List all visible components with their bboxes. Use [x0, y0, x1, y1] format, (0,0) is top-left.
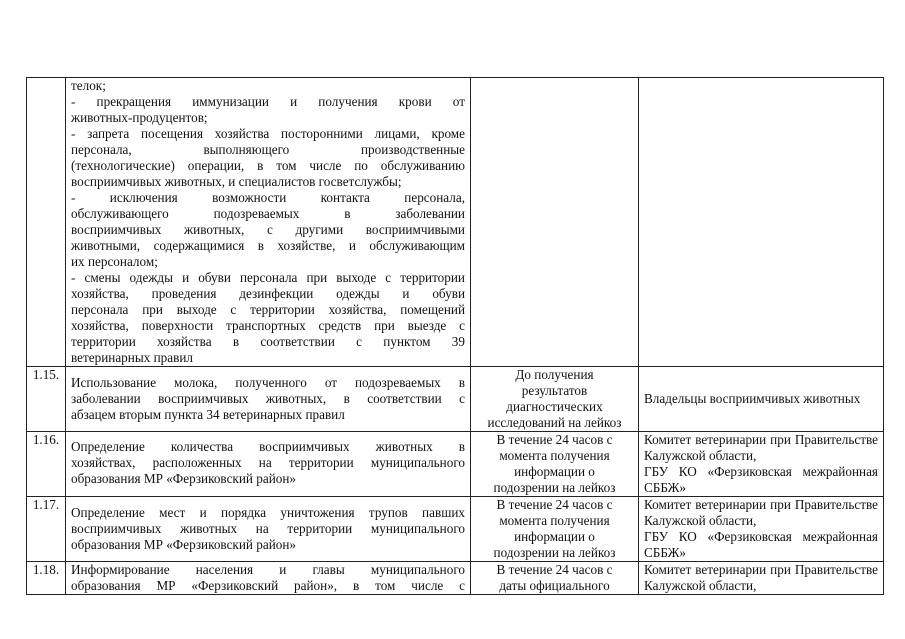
- deadline-line: момента получения: [499, 448, 610, 463]
- row-number: 1.18.: [27, 562, 66, 595]
- row-number: [27, 78, 66, 367]
- description-line: ветеринарных правил: [71, 350, 193, 365]
- description-line: - прекращения иммунизации и получения крови от: [71, 94, 465, 109]
- deadline-line: момента получения: [499, 513, 610, 528]
- description-line: образования МР «Ферзиковский район», в том числе с: [71, 578, 465, 593]
- responsible-cell: [639, 78, 884, 367]
- description-line: их персоналом;: [71, 254, 158, 269]
- deadline-cell: [471, 78, 639, 367]
- description-line: хозяйствах, расположенных на территории муниципального: [71, 455, 465, 470]
- deadline-cell: [471, 497, 639, 562]
- deadline-line: результатов: [521, 383, 588, 398]
- row-number: 1.17.: [27, 497, 66, 562]
- description-line: образования МР «Ферзиковский район»: [71, 471, 297, 486]
- deadline-line: До получения: [515, 367, 594, 382]
- description-line: Использование молока, полученного от подозреваемых в: [71, 375, 465, 390]
- description-line: персонала, выполняющего производственные: [71, 142, 465, 157]
- description-line: персонала при выходе с территории хозяйства, помещений: [71, 302, 465, 317]
- deadline-line: исследований на лейкоз: [487, 415, 622, 430]
- measure-description: [66, 367, 471, 432]
- measure-description: [66, 78, 471, 367]
- description-line: - исключения возможности контакта персонала,: [71, 190, 465, 205]
- responsible-line: ГБУ КО «Ферзиковская межрайонная: [644, 464, 878, 479]
- deadline-cell: [471, 367, 639, 432]
- table-row: [27, 367, 884, 432]
- responsible-line: Комитет ветеринарии при Правительстве: [644, 562, 878, 577]
- description-line: животных-продуцентов;: [71, 110, 208, 125]
- description-line: восприимчивых животных на территории муниципального: [71, 521, 465, 536]
- description-line: хозяйства, проведения дезинфекции одежды и обуви: [71, 286, 465, 301]
- deadline-line: подозрении на лейкоз: [493, 480, 616, 495]
- measure-description: [66, 497, 471, 562]
- table-row: [27, 497, 884, 562]
- table-row: [27, 432, 884, 497]
- description-line: хозяйства, поверхности транспортных средств при выезде с: [71, 318, 465, 333]
- description-line: заболевании восприимчивых животных, в соответствии с: [71, 391, 465, 406]
- description-line: животными, содержащимися в хозяйстве, и обслуживающим: [71, 238, 465, 253]
- deadline-line: подозрении на лейкоз: [493, 545, 616, 560]
- table-row: [27, 562, 884, 595]
- description-line: (технологические) операции, в том числе по обслуживанию: [71, 158, 465, 173]
- measure-description: [66, 562, 471, 595]
- description-line: - смены одежды и обуви персонала при выходе с территории: [71, 270, 465, 285]
- measures-table: [26, 77, 884, 595]
- description-line: телок;: [71, 78, 106, 93]
- description-line: Определение количества восприимчивых животных в: [71, 439, 465, 454]
- deadline-line: В течение 24 часов с: [496, 562, 613, 577]
- deadline-cell: [471, 562, 639, 595]
- responsible-cell: [639, 432, 884, 497]
- deadline-line: В течение 24 часов с: [496, 497, 613, 512]
- description-line: - запрета посещения хозяйства посторонними лицами, кроме: [71, 126, 465, 141]
- description-line: обслуживающего подозреваемых в заболевании: [71, 206, 465, 221]
- responsible-line: Владельцы восприимчивых животных: [644, 391, 861, 406]
- description-line: Определение мест и порядка уничтожения трупов павших: [71, 505, 465, 520]
- deadline-line: информации о: [514, 529, 595, 544]
- responsible-line: Калужской области,: [644, 578, 757, 593]
- deadline-line: информации о: [514, 464, 595, 479]
- responsible-line: Комитет ветеринарии при Правительстве: [644, 497, 878, 512]
- deadline-line: даты официального: [499, 578, 610, 593]
- description-line: восприимчивых животных, и специалистов госветслужбы;: [71, 174, 402, 189]
- description-line: абзацем вторым пункта 34 ветеринарных правил: [71, 407, 345, 422]
- responsible-cell: [639, 497, 884, 562]
- description-line: восприимчивых животных, с другими восприимчивыми: [71, 222, 465, 237]
- responsible-line: Калужской области,: [644, 448, 757, 463]
- responsible-line: Калужской области,: [644, 513, 757, 528]
- row-number: 1.15.: [27, 367, 66, 432]
- description-line: образования МР «Ферзиковский район»: [71, 537, 297, 552]
- responsible-line: Комитет ветеринарии при Правительстве: [644, 432, 878, 447]
- responsible-cell: [639, 367, 884, 432]
- deadline-cell: [471, 432, 639, 497]
- table-row: [27, 78, 884, 367]
- responsible-line: СББЖ»: [644, 545, 687, 560]
- deadline-line: В течение 24 часов с: [496, 432, 613, 447]
- deadline-line: диагностических: [506, 399, 603, 414]
- row-number: 1.16.: [27, 432, 66, 497]
- measure-description: [66, 432, 471, 497]
- description-line: территории хозяйства в соответствии с пунктом 39: [71, 334, 465, 349]
- responsible-line: ГБУ КО «Ферзиковская межрайонная: [644, 529, 878, 544]
- responsible-cell: [639, 562, 884, 595]
- responsible-line: СББЖ»: [644, 480, 687, 495]
- description-line: Информирование населения и главы муниципального: [71, 562, 465, 577]
